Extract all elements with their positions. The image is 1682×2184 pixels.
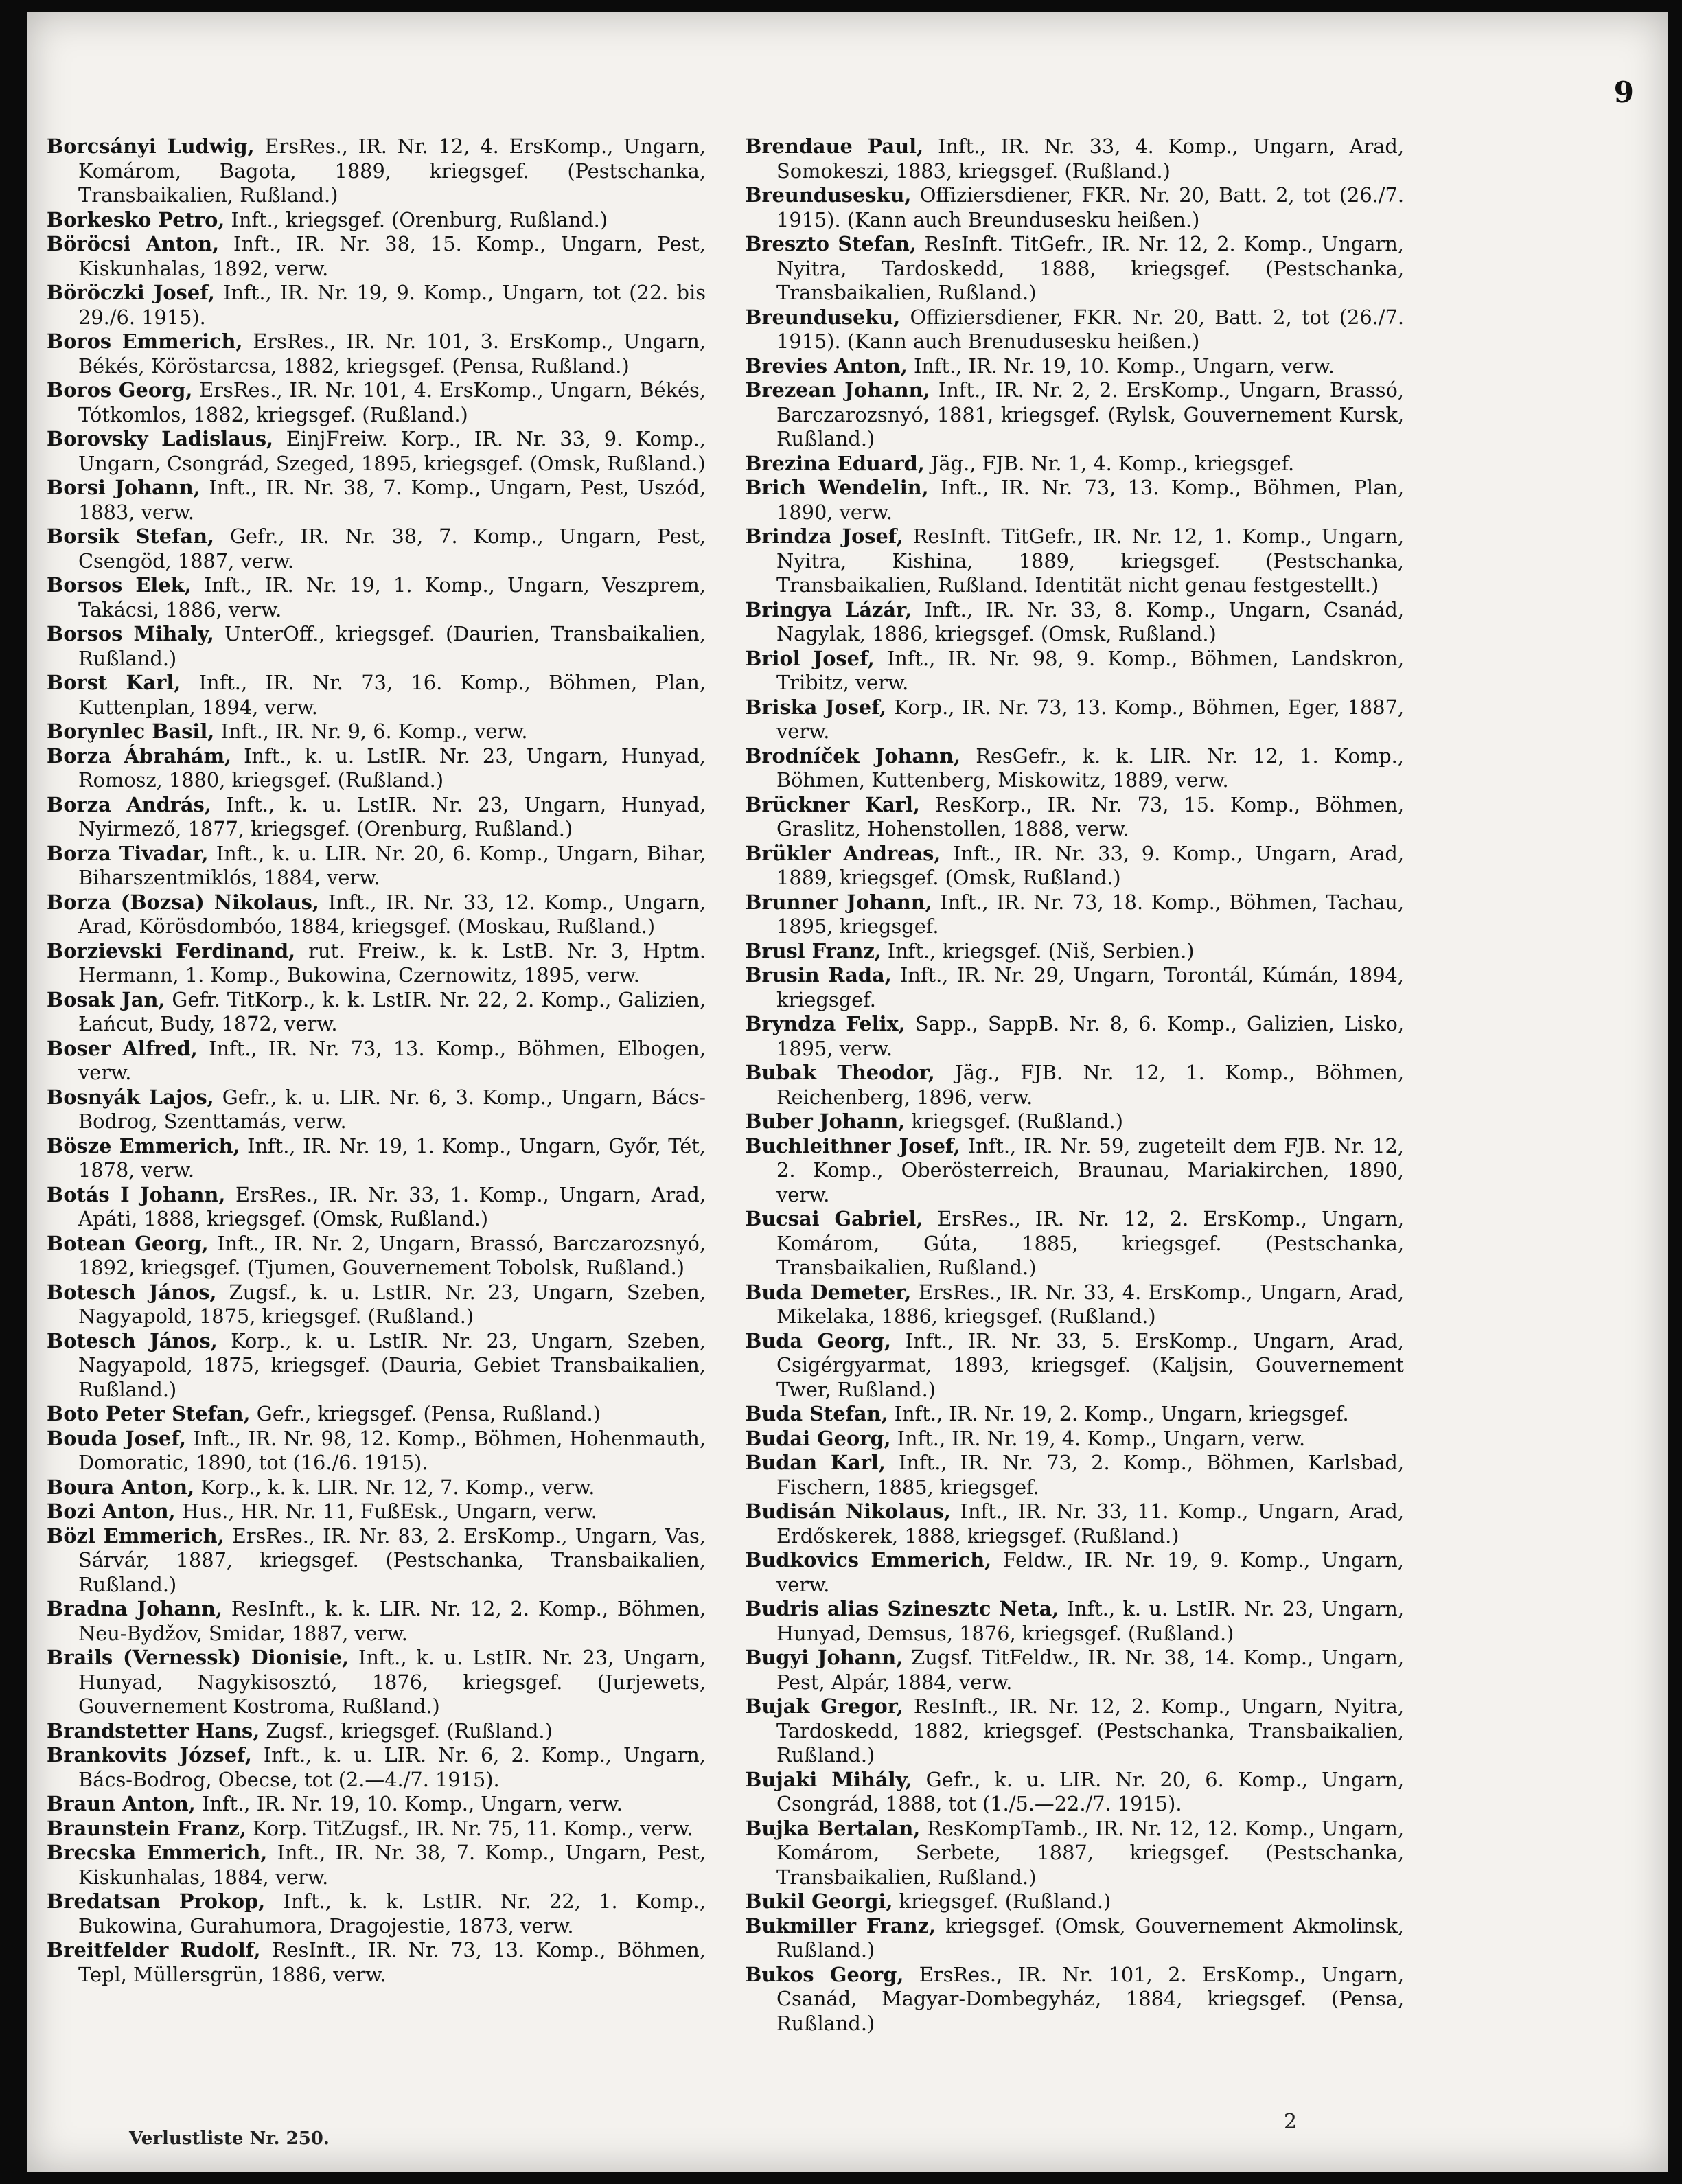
list-entry — [745, 1012, 1404, 1061]
list-entry — [745, 1889, 1404, 1914]
list-entry — [745, 1061, 1404, 1110]
entry-name: Boser Alfred, — [47, 1036, 198, 1060]
list-entry — [47, 744, 706, 793]
entry-details: ResKorp., IR. Nr. 73, 15. Komp., Böhmen, Graslitz, Hohenstollen, 1888, verw. — [776, 792, 1404, 840]
document-page — [27, 12, 1668, 2172]
list-entry — [745, 939, 1404, 964]
entry-details: Inft., IR. Nr. 73, 18. Komp., Böhmen, Tachau, 1895, kriegsgef. — [776, 890, 1404, 938]
list-entry — [47, 1085, 706, 1134]
entry-name: Bringya Lázár, — [745, 597, 912, 621]
entry-details: kriegsgef. (Omsk, Gouvernement Akmolinsk, Rußland.) — [776, 1913, 1404, 1962]
entry-details: Feldw., IR. Nr. 19, 9. Komp., Ungarn, verw. — [776, 1548, 1404, 1596]
entry-name: Bukil Georgi, — [745, 1889, 893, 1913]
entry-name: Bukmiller Franz, — [745, 1913, 936, 1938]
entry-details: EinjFreiw. Korp., IR. Nr. 33, 9. Komp., Ungarn, Csongrád, Szeged, 1895, kriegsgef. (Omsk, Rußland.) — [78, 427, 706, 475]
entry-name: Brükler Andreas, — [745, 841, 941, 865]
list-entry — [745, 232, 1404, 306]
entry-name: Brezina Eduard, — [745, 451, 925, 475]
entry-details: Jäg., FJB. Nr. 1, 4. Komp., kriegsgef. — [924, 451, 1295, 475]
entry-details: Inft., k. u. LIR. Nr. 6, 2. Komp., Ungarn, Bács-Bodrog, Obecse, tot (2.—4./7. 1915). — [78, 1743, 706, 1791]
entry-details: Zugsf. TitFeldw., IR. Nr. 38, 14. Komp., Ungarn, Pest, Alpár, 1884, verw. — [776, 1646, 1405, 1694]
entry-details: rut. Freiw., k. k. LstB. Nr. 3, Hptm. Hermann, 1. Komp., Bukowina, Czernowitz, 1895, verw. — [78, 939, 706, 987]
entry-name: Bukos Georg, — [745, 1962, 904, 1986]
list-entry — [47, 1938, 706, 1987]
entry-name: Brunner Johann, — [745, 890, 932, 914]
list-entry — [745, 647, 1404, 696]
entry-name: Brusin Rada, — [745, 963, 892, 987]
list-entry — [47, 1719, 706, 1744]
entry-name: Brusl Franz, — [745, 939, 882, 963]
list-entry — [47, 1402, 706, 1427]
entry-details: ErsRes., IR. Nr. 33, 4. ErsKomp., Ungarn, Arad, Mikelaka, 1886, kriegsgef. (Rußland.) — [776, 1280, 1404, 1328]
entry-name: Borynlec Basil, — [47, 720, 215, 743]
list-entry — [745, 696, 1404, 744]
list-entry — [47, 1597, 706, 1646]
entry-name: Bradna Johann, — [47, 1597, 222, 1620]
list-entry — [47, 842, 706, 890]
page-number: 9 — [1613, 76, 1634, 109]
list-entry — [47, 427, 706, 476]
list-entry — [47, 525, 706, 573]
entry-name: Brodníček Johann, — [745, 744, 960, 768]
list-entry — [745, 183, 1404, 232]
entry-name: Brich Wendelin, — [745, 476, 929, 499]
entry-details: Inft., IR. Nr. 73, 2. Komp., Böhmen, Karlsbad, Fischern, 1885, kriegsgef. — [776, 1451, 1404, 1499]
entry-name: Bouda Josef, — [47, 1426, 187, 1450]
entry-details: Gefr., k. u. LIR. Nr. 6, 3. Komp., Ungarn, Bács-Bodrog, Szenttamás, verw. — [78, 1085, 706, 1133]
list-entry — [47, 1524, 706, 1598]
entry-name: Braun Anton, — [47, 1792, 196, 1815]
entry-details: Inft., IR. Nr. 38, 15. Komp., Ungarn, Pest, Kiskunhalas, 1892, verw. — [78, 232, 706, 280]
entry-details: Inft., k. u. LIR. Nr. 20, 6. Komp., Ungarn, Bihar, Biharszentmiklós, 1884, verw. — [78, 841, 706, 889]
list-entry — [47, 1743, 706, 1792]
footer-signature-number: 2 — [1284, 2110, 1298, 2134]
entry-details: ResInft., k. k. LIR. Nr. 12, 2. Komp., Böhmen, Neu-Bydžov, Smidar, 1887, verw. — [78, 1597, 706, 1645]
entry-details: Jäg., FJB. Nr. 12, 1. Komp., Böhmen, Reichenberg, 1896, verw. — [776, 1061, 1404, 1109]
entry-name: Botesch János, — [47, 1329, 218, 1353]
list-entry — [47, 939, 706, 988]
entry-details: Inft., IR. Nr. 33, 12. Komp., Ungarn, Arad, Körösdombóo, 1884, kriegsgef. (Moskau, Rußland.) — [78, 890, 706, 938]
list-entry — [47, 1329, 706, 1403]
entry-name: Brindza Josef, — [745, 525, 903, 548]
list-entry — [745, 744, 1404, 793]
entry-details: Inft., IR. Nr. 73, 13. Komp., Böhmen, Plan, 1890, verw. — [776, 476, 1404, 524]
entry-name: Borst Karl, — [47, 671, 181, 694]
list-entry — [47, 1232, 706, 1280]
entry-name: Budisán Nikolaus, — [745, 1499, 951, 1523]
entry-name: Brecska Emmerich, — [47, 1841, 268, 1864]
list-entry — [47, 890, 706, 939]
list-entry — [745, 1548, 1404, 1597]
list-entry — [745, 1329, 1404, 1403]
entry-name: Brevies Anton, — [745, 354, 908, 378]
entry-details: Offiziersdiener, FKR. Nr. 20, Batt. 2, tot (26./7. 1915). (Kann auch Brenudusesku heißen.) — [776, 305, 1404, 353]
entry-name: Boros Georg, — [47, 378, 193, 402]
entry-details: Inft., IR. Nr. 59, zugeteilt dem FJB. Nr. 12, 2. Komp., Oberösterreich, Braunau, Mariakirchen, 1890, verw. — [776, 1134, 1404, 1206]
entry-name: Bözl Emmerich, — [47, 1524, 224, 1548]
list-entry — [47, 1475, 706, 1500]
entry-details: kriegsgef. (Rußland.) — [892, 1889, 1111, 1913]
entry-details: Inft., IR. Nr. 19, 10. Komp., Ungarn, verw. — [195, 1792, 623, 1815]
entry-name: Briol Josef, — [745, 646, 875, 670]
list-entry — [745, 1768, 1404, 1817]
entry-name: Bucsai Gabriel, — [745, 1207, 923, 1230]
list-entry — [47, 720, 706, 744]
entry-details: Inft., IR. Nr. 19, 2. Komp., Ungarn, kriegsgef. — [888, 1402, 1349, 1425]
entry-name: Brückner Karl, — [745, 792, 920, 816]
entry-details: Inft., IR. Nr. 19, 9. Komp., Ungarn, tot (22. bis 29./6. 1915). — [78, 281, 706, 329]
entry-name: Brails (Vernessk) Dionisie, — [47, 1646, 349, 1669]
list-entry — [47, 793, 706, 842]
list-entry — [47, 1499, 706, 1524]
list-entry — [745, 1499, 1404, 1548]
list-entry — [47, 1280, 706, 1329]
list-entry — [47, 1841, 706, 1889]
entry-name: Borza (Bozsa) Nikolaus, — [47, 890, 319, 914]
entry-details: Sapp., SappB. Nr. 8, 6. Komp., Galizien, Lisko, 1895, verw. — [776, 1012, 1404, 1060]
entry-name: Brankovits József, — [47, 1743, 252, 1767]
entry-details: ErsRes., IR. Nr. 12, 2. ErsKomp., Ungarn, Komárom, Gúta, 1885, kriegsgef. (Pestschanka, Transbaikalien, Rußland.) — [776, 1207, 1404, 1279]
entry-name: Botesch János, — [47, 1280, 217, 1304]
entry-name: Botás I Johann, — [47, 1182, 226, 1206]
entry-name: Budai Georg, — [745, 1426, 891, 1450]
list-entry — [745, 1427, 1404, 1451]
entry-name: Borza Ábrahám, — [47, 744, 232, 768]
list-entry — [745, 525, 1404, 598]
list-entry — [745, 1694, 1404, 1768]
entry-details: Inft., IR. Nr. 33, 4. Komp., Ungarn, Arad, Somokeszi, 1883, kriegsgef. (Rußland.) — [776, 135, 1405, 183]
list-entry — [47, 1889, 706, 1938]
list-entry — [745, 1817, 1404, 1890]
list-entry — [47, 622, 706, 671]
entry-name: Bosak Jan, — [47, 987, 165, 1011]
entry-details: Inft., k. u. LstIR. Nr. 23, Ungarn, Hunyad, Nagykisosztó, 1876, kriegsgef. (Jurjewets, Gouvernement Kostroma, Rußland.) — [78, 1646, 706, 1718]
list-entry — [745, 135, 1404, 183]
entry-name: Borza András, — [47, 792, 211, 816]
entry-name: Bugyi Johann, — [745, 1646, 903, 1669]
list-entry — [47, 1037, 706, 1085]
entry-details: Inft., IR. Nr. 19, 10. Komp., Ungarn, verw. — [907, 354, 1335, 378]
entry-details: Zugsf., k. u. LstIR. Nr. 23, Ungarn, Szeben, Nagyapold, 1875, kriegsgef. (Rußland.) — [78, 1280, 706, 1328]
entry-name: Borsos Elek, — [47, 573, 192, 597]
list-entry — [745, 1963, 1404, 2036]
entry-name: Buchleithner Josef, — [745, 1134, 960, 1158]
entry-details: ErsRes., IR. Nr. 33, 1. Komp., Ungarn, Arad, Apáti, 1888, kriegsgef. (Omsk, Rußland.) — [78, 1182, 706, 1230]
entry-details: Inft., IR. Nr. 29, Ungarn, Torontál, Kúmán, 1894, kriegsgef. — [776, 963, 1404, 1011]
list-entry — [47, 135, 706, 208]
entry-details: Inft., IR. Nr. 73, 13. Komp., Böhmen, Elbogen, verw. — [78, 1036, 706, 1084]
list-entry — [47, 476, 706, 525]
entry-details: ErsRes., IR. Nr. 101, 4. ErsKomp., Ungarn, Békés, Tótkomlos, 1882, kriegsgef. (Rußland.) — [78, 378, 706, 426]
entry-name: Bredatsan Prokop, — [47, 1889, 266, 1913]
right-column — [745, 135, 1404, 2036]
list-entry — [47, 671, 706, 720]
entry-details: ErsRes., IR. Nr. 101, 2. ErsKomp., Ungarn, Csanád, Magyar-Dombegyház, 1884, kriegsgef. (Pensa, Rußland.) — [776, 1962, 1404, 2035]
entry-details: Inft., IR. Nr. 98, 9. Komp., Böhmen, Landskron, Tribitz, verw. — [776, 646, 1404, 694]
entry-details: Hus., HR. Nr. 11, FußEsk., Ungarn, verw. — [175, 1499, 597, 1523]
entry-details: Inft., IR. Nr. 38, 7. Komp., Ungarn, Pest, Kiskunhalas, 1884, verw. — [78, 1841, 706, 1889]
entry-details: ErsRes., IR. Nr. 101, 3. ErsKomp., Ungarn, Békés, Köröstarcsa, 1882, kriegsgef. (Pensa, Rußland.) — [78, 330, 706, 378]
list-entry — [745, 354, 1404, 379]
entry-details: Inft., k. u. LstIR. Nr. 23, Ungarn, Hunyad, Demsus, 1876, kriegsgef. (Rußland.) — [776, 1597, 1404, 1645]
entry-name: Buda Demeter, — [745, 1280, 912, 1304]
list-entry — [47, 573, 706, 622]
entry-details: Inft., IR. Nr. 38, 7. Komp., Ungarn, Pest, Uszód, 1883, verw. — [78, 476, 706, 524]
entry-details: Inft., IR. Nr. 33, 5. ErsKomp., Ungarn, Arad, Csigérgyarmat, 1893, kriegsgef. (Kaljsin, Gouvernement Twer, Rußland.) — [776, 1329, 1404, 1401]
entry-details: ErsRes., IR. Nr. 12, 4. ErsKomp., Ungarn, Komárom, Bagota, 1889, kriegsgef. (Pestschanka, Transbaikalien, Rußland.) — [78, 135, 706, 207]
entry-details: Inft., IR. Nr. 2, 2. ErsKomp., Ungarn, Brassó, Barczarozsnyó, 1881, kriegsgef. (Rylsk, Gouvernement Kursk, Rußland.) — [776, 378, 1404, 450]
entry-name: Borza Tivadar, — [47, 841, 209, 865]
entry-name: Breundusesku, — [745, 183, 912, 207]
list-entry — [745, 1280, 1404, 1329]
entry-details: ResKompTamb., IR. Nr. 12, 12. Komp., Ungarn, Komárom, Serbete, 1887, kriegsgef. (Pestschanka, Transbaikalien, Rußland.) — [776, 1816, 1404, 1889]
list-entry — [47, 378, 706, 427]
entry-name: Borkesko Petro, — [47, 207, 225, 231]
list-entry — [745, 1207, 1404, 1280]
entry-details: ResInft., IR. Nr. 12, 2. Komp., Ungarn, Nyitra, Tardoskedd, 1882, kriegsgef. (Pestschanka, Transbaikalien, Rußland.) — [776, 1694, 1404, 1767]
entry-name: Borzievski Ferdinand, — [47, 939, 296, 963]
list-entry — [47, 1817, 706, 1841]
list-entry — [47, 330, 706, 378]
entry-name: Borsos Mihaly, — [47, 622, 214, 645]
entry-details: Gefr., IR. Nr. 38, 7. Komp., Ungarn, Pest, Csengöd, 1887, verw. — [78, 525, 706, 573]
list-entry — [745, 1134, 1404, 1208]
list-entry — [47, 1183, 706, 1232]
entry-name: Böröcsi Anton, — [47, 232, 220, 255]
list-entry — [745, 378, 1404, 452]
entry-details: Inft., IR. Nr. 19, 1. Komp., Ungarn, Veszprem, Takácsi, 1886, verw. — [78, 573, 706, 621]
entry-name: Briska Josef, — [745, 695, 887, 719]
entry-details: Inft., kriegsgef. (Niš, Serbien.) — [881, 939, 1195, 963]
entry-details: Inft., k. k. LstIR. Nr. 22, 1. Komp., Bukowina, Gurahumora, Dragojestie, 1873, verw. — [78, 1889, 706, 1938]
list-entry — [745, 890, 1404, 939]
entry-details: Korp., k. u. LstIR. Nr. 23, Ungarn, Szeben, Nagyapold, 1875, kriegsgef. (Dauria, Gebiet Transbaikalien, Rußland.) — [78, 1329, 706, 1401]
entry-details: Inft., IR. Nr. 33, 11. Komp., Ungarn, Arad, Erdőskerek, 1888, kriegsgef. (Rußland.) — [776, 1499, 1404, 1548]
entry-name: Buber Johann, — [745, 1110, 906, 1133]
entry-details: Korp., IR. Nr. 73, 13. Komp., Böhmen, Eger, 1887, verw. — [776, 695, 1404, 743]
entry-details: Zugsf., kriegsgef. (Rußland.) — [260, 1719, 553, 1743]
entry-details: Inft., k. u. LstIR. Nr. 23, Ungarn, Hunyad, Nyirmező, 1877, kriegsgef. (Orenburg, Rußland.) — [78, 792, 706, 840]
entry-name: Bosnyák Lajos, — [47, 1085, 214, 1109]
entry-name: Brendaue Paul, — [745, 135, 924, 158]
list-entry — [47, 1792, 706, 1817]
footer-issue-label: Verlustliste Nr. 250. — [129, 2128, 330, 2149]
entry-name: Borsik Stefan, — [47, 525, 215, 548]
entry-details: Korp., k. k. LIR. Nr. 12, 7. Komp., verw. — [194, 1475, 595, 1499]
entry-details: Gefr. TitKorp., k. k. LstIR. Nr. 22, 2. Komp., Galizien, Łańcut, Budy, 1872, verw. — [78, 987, 706, 1035]
list-entry — [745, 842, 1404, 890]
entry-details: ErsRes., IR. Nr. 83, 2. ErsKomp., Ungarn, Vas, Sárvár, 1887, kriegsgef. (Pestschanka, Transbaikalien, Rußland.) — [78, 1524, 706, 1596]
list-entry — [47, 1427, 706, 1475]
entry-details: Inft., k. u. LstIR. Nr. 23, Ungarn, Hunyad, Romosz, 1880, kriegsgef. (Rußland.) — [78, 744, 706, 792]
entry-name: Borsi Johann, — [47, 476, 200, 499]
list-entry — [47, 1134, 706, 1183]
entry-name: Boto Peter Stefan, — [47, 1402, 251, 1425]
entry-name: Breszto Stefan, — [745, 232, 917, 255]
list-entry — [745, 476, 1404, 525]
list-entry — [745, 1110, 1404, 1134]
list-entry — [745, 963, 1404, 1012]
entry-details: ResInft. TitGefr., IR. Nr. 12, 2. Komp., Ungarn, Nyitra, Tardoskedd, 1888, kriegsgef. (Pestschanka, Transbaikalien, Rußland.) — [776, 232, 1404, 304]
entry-name: Brezean Johann, — [745, 378, 930, 402]
entry-name: Botean Georg, — [47, 1231, 209, 1255]
list-entry — [745, 1646, 1404, 1694]
entry-name: Breunduseku, — [745, 305, 901, 329]
list-entry — [745, 452, 1404, 476]
entry-name: Breitfelder Rudolf, — [47, 1938, 261, 1962]
entry-details: Inft., kriegsgef. (Orenburg, Rußland.) — [224, 207, 608, 231]
entry-details: Inft., IR. Nr. 19, 1. Komp., Ungarn, Győr, Tét, 1878, verw. — [78, 1134, 706, 1182]
list-entry — [47, 1646, 706, 1719]
entry-details: Inft., IR. Nr. 98, 12. Komp., Böhmen, Hohenmauth, Domoratic, 1890, tot (16./6. 1915). — [78, 1426, 706, 1474]
entry-name: Böröczki Josef, — [47, 281, 215, 304]
list-entry — [47, 988, 706, 1037]
entry-details: Inft., IR. Nr. 33, 9. Komp., Ungarn, Arad, 1889, kriegsgef. (Omsk, Rußland.) — [776, 841, 1405, 889]
entry-details: Inft., IR. Nr. 2, Ungarn, Brassó, Barczarozsnyó, 1892, kriegsgef. (Tjumen, Gouvernement Tobolsk, Rußland.) — [78, 1231, 706, 1279]
entry-name: Borcsányi Ludwig, — [47, 135, 255, 158]
entry-name: Braunstein Franz, — [47, 1816, 246, 1840]
entry-name: Budkovics Emmerich, — [745, 1548, 992, 1572]
entry-details: Inft., IR. Nr. 73, 16. Komp., Böhmen, Plan, Kuttenplan, 1894, verw. — [78, 671, 706, 719]
entry-details: Korp. TitZugsf., IR. Nr. 75, 11. Komp., verw. — [246, 1816, 693, 1840]
entry-name: Bujak Gregor, — [745, 1694, 903, 1718]
entry-details: UnterOff., kriegsgef. (Daurien, Transbaikalien, Rußland.) — [78, 622, 706, 670]
entry-details: Offiziersdiener, FKR. Nr. 20, Batt. 2, tot (26./7. 1915). (Kann auch Breundusesku heißen.) — [776, 183, 1404, 231]
entry-name: Buda Stefan, — [745, 1402, 888, 1425]
entry-name: Bujaki Mihály, — [745, 1767, 912, 1791]
entry-name: Bujka Bertalan, — [745, 1816, 921, 1840]
entry-details: ResInft., IR. Nr. 73, 13. Komp., Böhmen, Tepl, Müllersgrün, 1886, verw. — [78, 1938, 706, 1986]
entry-name: Boros Emmerich, — [47, 330, 243, 353]
list-entry — [745, 1451, 1404, 1499]
list-entry — [745, 1914, 1404, 1963]
list-entry — [47, 232, 706, 281]
entry-name: Brandstetter Hans, — [47, 1719, 260, 1743]
entry-name: Bösze Emmerich, — [47, 1134, 240, 1158]
entry-name: Boura Anton, — [47, 1475, 195, 1499]
list-entry — [745, 793, 1404, 842]
entry-details: Inft., IR. Nr. 33, 8. Komp., Ungarn, Csanád, Nagylak, 1886, kriegsgef. (Omsk, Rußland.) — [776, 597, 1404, 645]
entry-details: ResInft. TitGefr., IR. Nr. 12, 1. Komp., Ungarn, Nyitra, Kishina, 1889, kriegsgef. (Pestschanka, Transbaikalien, Rußland. Identität nicht genau festgestellt.) — [776, 525, 1404, 597]
left-column — [47, 135, 706, 1987]
entry-details: kriegsgef. (Rußland.) — [905, 1110, 1123, 1133]
entry-name: Budris alias Szinesztc Neta, — [745, 1597, 1059, 1620]
entry-name: Bubak Theodor, — [745, 1061, 935, 1084]
entry-name: Bozi Anton, — [47, 1499, 176, 1523]
list-entry — [47, 208, 706, 233]
entry-details: Inft., IR. Nr. 19, 4. Komp., Ungarn, verw. — [890, 1426, 1306, 1450]
entry-name: Buda Georg, — [745, 1329, 892, 1353]
list-entry — [745, 306, 1404, 354]
list-entry — [745, 598, 1404, 647]
entry-name: Borovsky Ladislaus, — [47, 427, 274, 450]
entry-name: Budan Karl, — [745, 1451, 886, 1474]
entry-details: ResGefr., k. k. LIR. Nr. 12, 1. Komp., Böhmen, Kuttenberg, Miskowitz, 1889, verw. — [776, 744, 1404, 792]
list-entry — [745, 1402, 1404, 1427]
entry-details: Gefr., k. u. LIR. Nr. 20, 6. Komp., Ungarn, Csongrád, 1888, tot (1./5.—22./7. 1915). — [776, 1767, 1404, 1815]
entry-name: Bryndza Felix, — [745, 1012, 906, 1035]
list-entry — [47, 281, 706, 330]
list-entry — [745, 1597, 1404, 1646]
entry-details: Inft., IR. Nr. 9, 6. Komp., verw. — [214, 720, 528, 743]
entry-details: Gefr., kriegsgef. (Pensa, Rußland.) — [250, 1402, 601, 1425]
